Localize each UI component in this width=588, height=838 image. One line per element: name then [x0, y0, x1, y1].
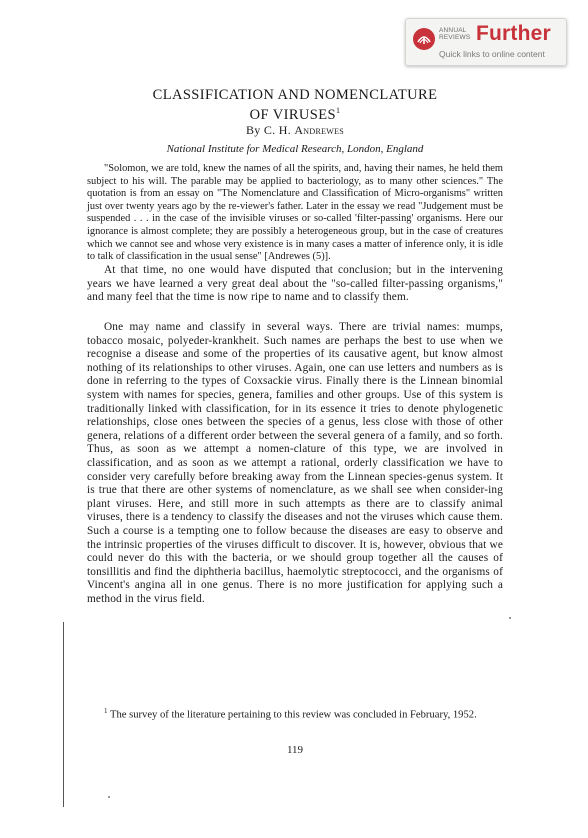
further-label: Further	[476, 22, 551, 45]
body-paragraph-2	[87, 321, 503, 606]
title-line-2: OF VIRUSES	[249, 106, 336, 123]
further-links-badge[interactable]	[405, 18, 567, 66]
author-by: By C. H.	[245, 123, 292, 137]
paragraph-1-text: At that time, no one would have disputed that conclusion; but in the intervening years we have learned a very great deal about the "so-called filter-passing organisms," and many feel that the time is now ripe to name and to classify them.	[87, 264, 503, 304]
scan-speck	[509, 617, 511, 619]
quick-links-label: Quick links to online content	[439, 49, 545, 59]
title-line-1: CLASSIFICATION AND NOMENCLATURE	[152, 87, 438, 103]
margin-rule	[63, 622, 64, 807]
footnote-mark: 1	[104, 707, 108, 715]
footnote-text: The survey of the literature pertaining to this review was concluded in February, 1952.	[109, 709, 477, 721]
annual-reviews-label: ANNUAL REVIEWS	[439, 27, 471, 41]
body-paragraph-1	[87, 264, 503, 305]
epigraph-quote: "Solomon, we are told, knew the names of all the spirits, and, having their names, he held them subject to his will. The parable may be applied to bacteriology, as to many other sciences." The quotation is from an essay on "The Nomenclature and Classification of Micro-organisms" written just over twenty years ago by the re-viewer's father. Later in the essay we read "Judgement must be suspended . . . in the case of the invisible viruses or so-called 'filter-passing' organisms. Here our ignorance is almost complete; they are possibly a heterogeneous group, but in the case of creatures which we cannot see and whose very existence is in many cases a matter of inference only, it is idle to talk of classification in the usual sense" [Andrewes (5)].	[87, 163, 503, 263]
scan-speck	[108, 796, 110, 798]
footnote	[87, 705, 503, 722]
affiliation: National Institute for Medical Research, London, England	[166, 143, 424, 155]
paragraph-2-text: One may name and classify in several ways. There are trivial names: mumps, tobacco mosaic, polyeder-krankheit. Such names are perhaps the best to use when we recognise a disease and some of the properties of its causative agent, but know almost nothing of its relationships to other viruses. Again, one can use letters and numbers as is done in referring to the types of Coxsackie virus. Finally there is the Linnean binomial system with names for species, genera, families and other groups. Use of this system is traditionally linked with classification, for in its essence it tries to denote phylogenetic relationships, close ones between the species of a genus, less close with those of other genera, relations of a different order between the several genera of a family, and so forth. Thus, as soon as we attempt a nomen-clature of this type, we are involved in classification, and as soon as we attempt a rational, orderly classification we have to consider very carefully before breaking away from the Linnean species-genus system. It is true that there are other systems of nomenclature, as we shall see when consider-ing plant viruses. Here, and still more in such attempts as there are to classify animal viruses, there is a tendency to classify the diseases and not the viruses which cause them. Such a course is a tempting one to follow because the diseases are easy to observe and the intrinsic properties of the viruses difficult to discover. It is, however, obvious that we could never do this with the bacteria, or we should group together all the causes of tonsillitis and find the diphtheria bacillus, haemolytic streptococci, and the organisms of Vincent's angina all in one genus. There is no more justification for applying such a method in the virus field.	[87, 321, 503, 605]
title-footnote-mark: 1	[335, 106, 341, 115]
page-number: 119	[286, 744, 304, 756]
paper-title	[87, 88, 503, 123]
author-name: Andrewes	[294, 123, 345, 137]
author-line	[87, 123, 503, 138]
annual-reviews-logo-icon	[413, 28, 435, 50]
